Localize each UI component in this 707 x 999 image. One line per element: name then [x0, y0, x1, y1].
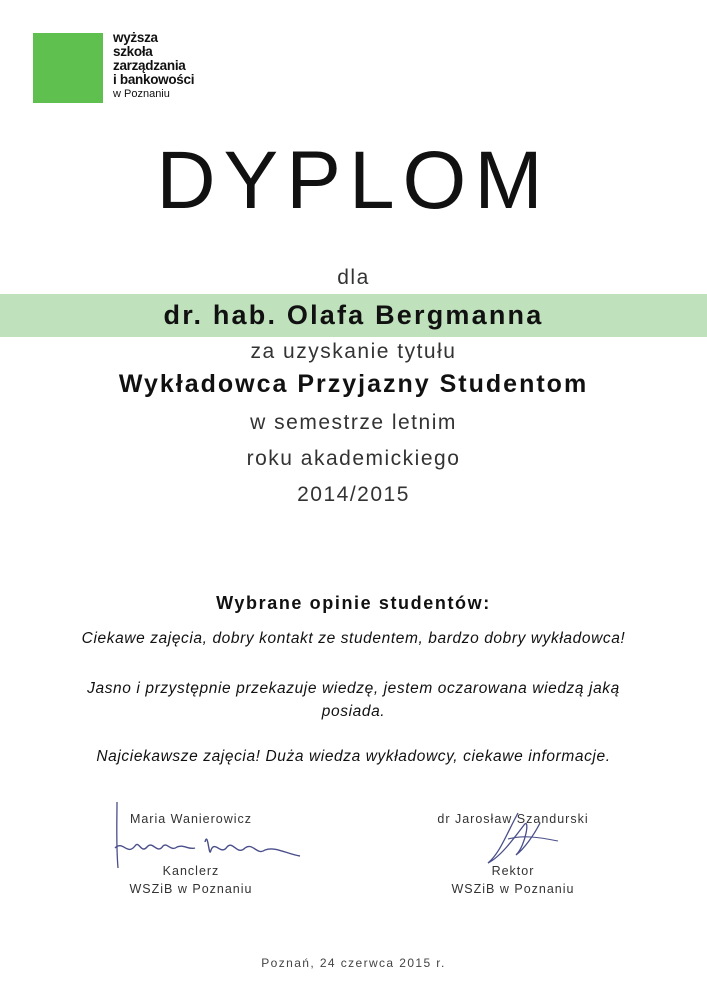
logo-sub: w Poznaniu	[113, 88, 170, 100]
left-signature-block	[81, 810, 301, 898]
logo-line: wyższa	[113, 30, 158, 45]
academic-year: 2014/2015	[297, 483, 410, 506]
opinions-heading: Wybrane opinie studentów:	[216, 593, 491, 613]
logo-square	[33, 33, 103, 103]
academic-year-label: roku akademickiego	[246, 447, 461, 470]
recipient-name: dr. hab. Olafa Bergmanna	[163, 300, 544, 330]
signer-role: Rektor	[491, 864, 535, 878]
opinion-item: Ciekawe zajęcia, dobry kontakt ze studentem, bardzo dobry wykładowca!	[81, 630, 626, 647]
semester-label: w semestrze letnim	[250, 411, 457, 434]
signer-name: Maria Wanierowicz	[129, 812, 253, 826]
signer-role: Kanclerz	[162, 864, 220, 878]
right-signature-block	[403, 810, 623, 898]
for-title-label: za uzyskanie tytułu	[250, 340, 457, 363]
for-label: dla	[337, 266, 370, 289]
document-title: DYPLOM	[156, 135, 551, 226]
signer-org: WSZiB w Poznaniu	[129, 882, 253, 896]
signer-name: dr Jarosław Szandurski	[437, 812, 589, 826]
signer-org: WSZiB w Poznaniu	[451, 882, 575, 896]
logo-text	[113, 31, 243, 101]
logo-line: i bankowości	[113, 72, 195, 87]
logo-line: szkoła	[113, 44, 153, 59]
opinion-item: Jasno i przystępnie przekazuje wiedzę, jestem oczarowana wiedzą jaką posiada.	[87, 680, 620, 720]
opinion-item: Najciekawsze zajęcia! Duża wiedza wykładowcy, ciekawe informacje.	[96, 748, 611, 765]
award-title: Wykładowca Przyjazny Studentom	[118, 370, 589, 398]
place-date: Poznań, 24 czerwca 2015 r.	[261, 956, 446, 970]
logo-line: zarządzania	[113, 58, 186, 73]
